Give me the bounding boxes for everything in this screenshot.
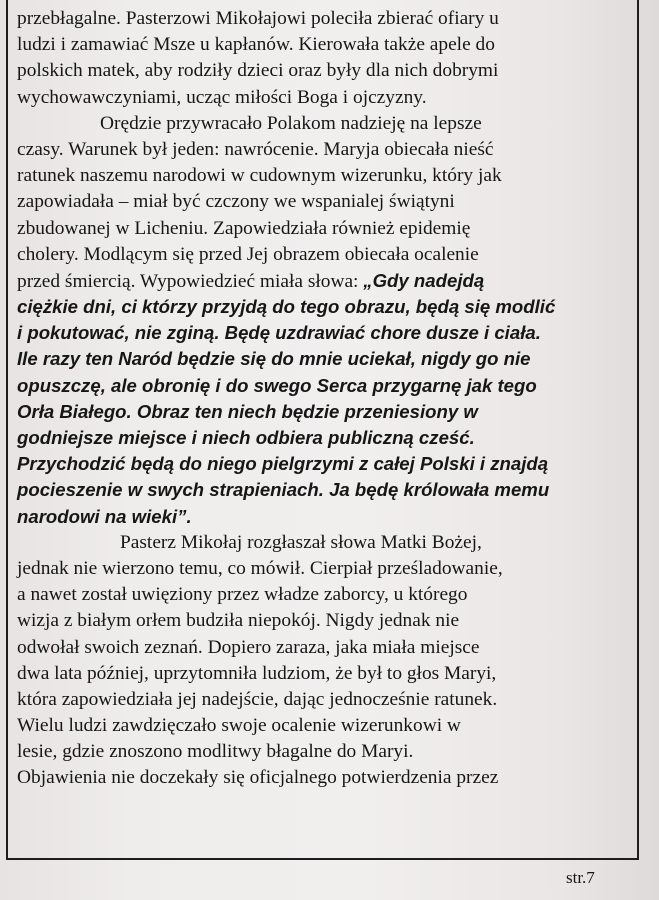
text-line: odwołał swoich zeznań. Dopiero zaraza, jaka miała miejsce	[17, 636, 480, 658]
page-number: str.7	[566, 868, 595, 887]
text-line: wizja z białym orłem budziła niepokój. Nigdy jednak nie	[17, 610, 460, 632]
text-line: zbudowanej w Licheniu. Zapowiedziała również epidemię	[17, 217, 471, 239]
quote-line: godniejsze miejsce i niech odbiera publiczną cześć.	[17, 427, 475, 448]
body-text	[17, 6, 629, 792]
text-line: czasy. Warunek był jeden: nawrócenie. Maryja obiecała nieść	[17, 138, 494, 160]
text-line: dwa lata później, uprzytomniła ludziom, że był to głos Maryi,	[17, 662, 497, 684]
quote-line: i pokutować, nie zginą. Będę uzdrawiać chore dusze i ciała.	[17, 322, 541, 344]
text-line: ratunek naszemu narodowi w cudownym wizerunku, który jak	[17, 165, 502, 187]
quote-line: Orła Białego. Obraz ten niech będzie przeniesiony w	[17, 400, 478, 422]
text-line: ludzi i zamawiać Msze u kapłanów. Kierowała także apele do	[17, 34, 495, 56]
quote-line: Ile razy ten Naród będzie się do mnie uciekał, nigdy go nie	[17, 348, 531, 370]
text-line: cholery. Modlącym się przed Jej obrazem obiecała ocalenie	[17, 243, 479, 265]
quote-line: narodowi na wieki”.	[17, 505, 192, 527]
text-line: jednak nie wierzono temu, co mówił. Cierpiał prześladowanie,	[17, 557, 503, 579]
quote-line: ciężkie dni, ci którzy przyjdą do tego obrazu, będą się modlić	[17, 296, 556, 318]
text-line: zapowiadała – miał być czczony we wspanialej świątyni	[17, 191, 455, 213]
text-line: wychowawczyniami, ucząc miłości Boga i ojczyzny.	[17, 86, 427, 108]
text-line: Wielu ludzi zawdzięczało swoje ocalenie wizerunkowi w	[17, 715, 461, 737]
quote-start: „Gdy nadejdą	[363, 269, 485, 291]
text-line: lesie, gdzie znoszono modlitwy błagalne do Maryi.	[17, 741, 414, 763]
text-line: Objawienia nie doczekały się oficjalnego potwierdzenia przez	[17, 767, 499, 789]
text-line: polskich matek, aby rodziły dzieci oraz były dla nich dobrymi	[17, 60, 499, 82]
text-line: przebłagalne. Pasterzowi Mikołajowi poleciła zbierać ofiary u	[17, 8, 499, 29]
text-line: a nawet został uwięziony przez władze zaborcy, u którego	[17, 584, 468, 606]
text-line-mixed	[17, 268, 629, 294]
text-line: Orędzie przywracało Polakom nadzieję na lepsze	[100, 112, 482, 134]
quote-line: pocieszenie w swych strapieniach. Ja będę królowała memu	[17, 479, 550, 501]
text-line: która zapowiedziała jej nadejście, dając jednocześnie ratunek.	[17, 688, 498, 710]
text-line: Pasterz Mikołaj rozgłaszał słowa Matki Bożej,	[120, 531, 482, 553]
quote-line: opuszczę, ale obronię i do swego Serca przygarnę jak tego	[17, 374, 537, 396]
text-segment: przed śmiercią. Wypowiedzieć miała słowa:	[17, 270, 364, 292]
quote-line: Przychodzić będą do niego pielgrzymi z całej Polski i znajdą	[17, 453, 549, 475]
